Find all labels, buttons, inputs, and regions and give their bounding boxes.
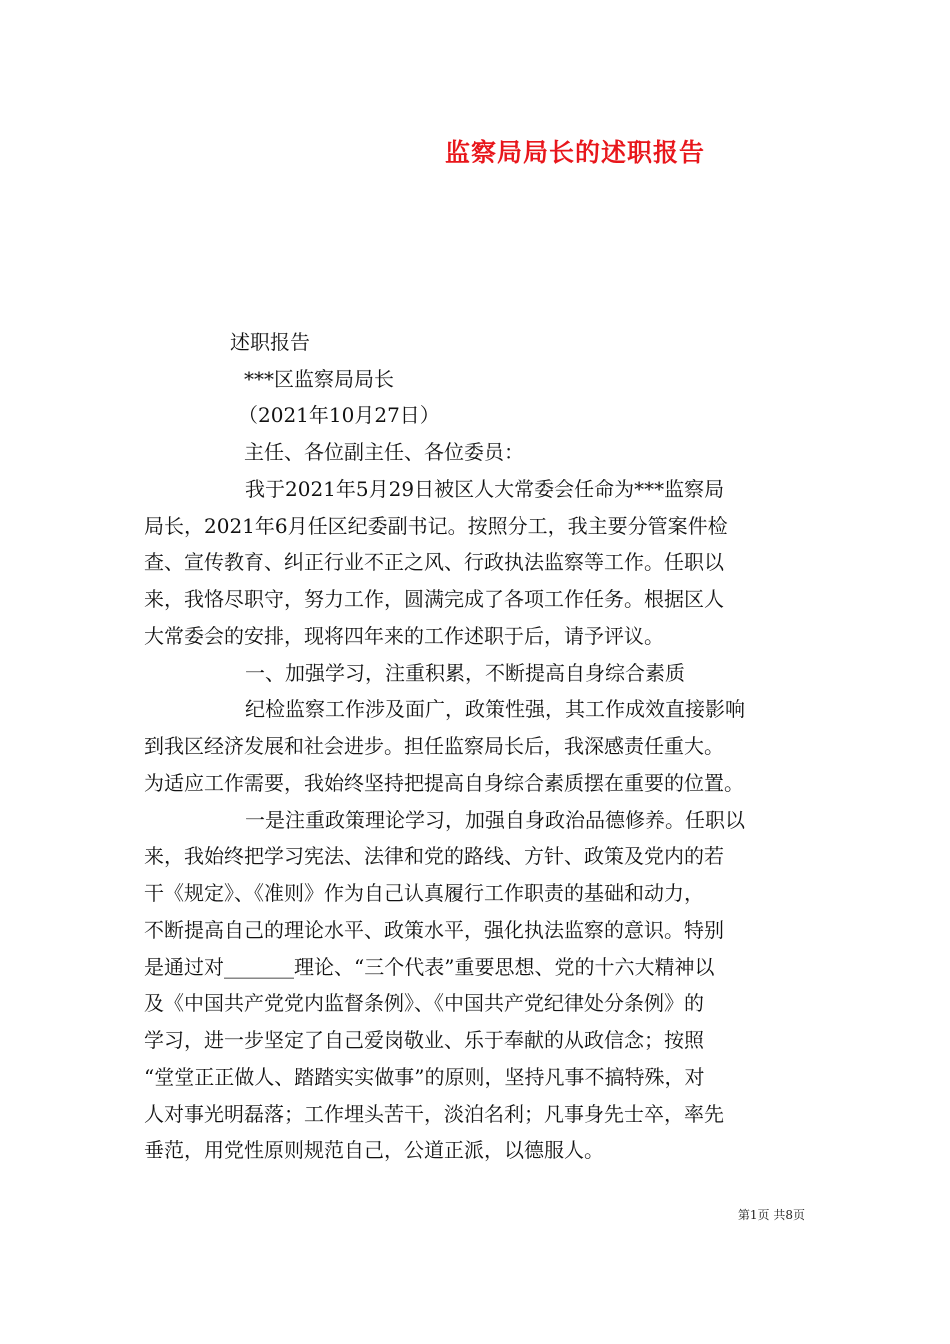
page-number: 第1页 共8页 (737, 1208, 805, 1222)
document-title: 监察局局长的述职报告 (444, 138, 705, 167)
body-line: 是通过对_______理论、“三个代表”重要思想、党的十六大精神以 (144, 955, 715, 979)
author-line: ***区监察局局长 (244, 367, 394, 391)
body-line: 查、宣传教育、纠正行业不正之风、行政执法监察等工作。任职以 (144, 550, 724, 574)
body-line: 一是注重政策理论学习，加强自身政治品德修养。任职以 (245, 808, 745, 832)
body-line: 来，我恪尽职守，努力工作，圆满完成了各项工作任务。根据区人 (144, 587, 724, 611)
body-line: 为适应工作需要，我始终坚持把提高自身综合素质摆在重要的位置。 (144, 771, 744, 795)
body-line: 干《规定》、《准则》作为自己认真履行工作职责的基础和动力， (144, 881, 704, 905)
body-line: 局长，2021年6月任区纪委副书记。按照分工，我主要分管案件检 (144, 514, 728, 538)
body-line: 纪检监察工作涉及面广，政策性强，其工作成效直接影响 (245, 697, 745, 721)
body-line: 我于2021年5月29日被区人大常委会任命为***监察局 (245, 477, 725, 501)
body-line: 到我区经济发展和社会进步。担任监察局长后，我深感责任重大。 (144, 734, 724, 758)
section-heading: 一、加强学习，注重积累，不断提高自身综合素质 (245, 661, 685, 685)
body-line: 及《中国共产党党内监督条例》、《中国共产党纪律处分条例》的 (144, 991, 704, 1015)
salutation-line: 主任、各位副主任、各位委员： (244, 440, 524, 464)
body-line: 大常委会的安排，现将四年来的工作述职于后，请予评议。 (144, 624, 664, 648)
body-line: 学习，进一步坚定了自己爱岗敬业、乐于奉献的从政信念；按照 (144, 1028, 704, 1052)
body-line: 来，我始终把学习宪法、法律和党的路线、方针、政策及党内的若 (144, 844, 724, 868)
body-line: 人对事光明磊落；工作埋头苦干，淡泊名利；凡事身先士卒，率先 (144, 1102, 724, 1126)
body-line: “堂堂正正做人、踏踏实实做事”的原则，坚持凡事不搞特殊，对 (144, 1065, 705, 1089)
body-line: 垂范，用党性原则规范自己，公道正派，以德服人。 (144, 1138, 604, 1162)
body-line: 不断提高自己的理论水平、政策水平，强化执法监察的意识。特别 (144, 918, 724, 942)
date-line: （2021年10月27日） (238, 403, 440, 427)
report-label: 述职报告 (230, 330, 310, 354)
